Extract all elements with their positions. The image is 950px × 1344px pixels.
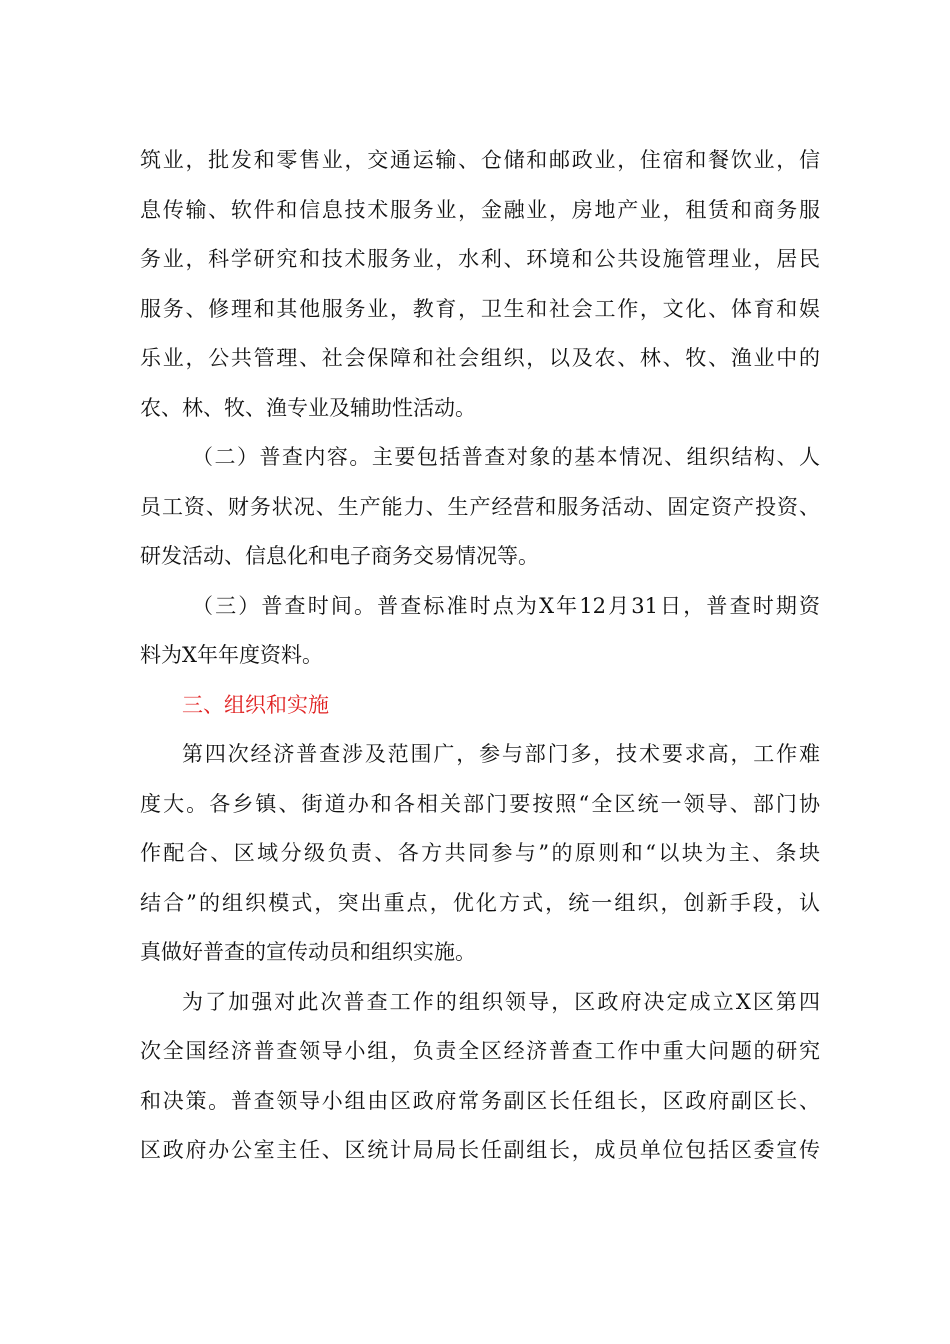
- document-page: [140, 136, 820, 1176]
- body-line: 务业，科学研究和技术服务业，水利、环境和公共设施管理业，居民: [140, 247, 820, 271]
- body-line: 研发活动、信息化和电子商务交易情况等。: [140, 544, 539, 568]
- section-3-time-line: （三）普查时间。普查标准时点为X年12月31日，普查时期资: [192, 593, 820, 618]
- body-line: 筑业，批发和零售业，交通运输、仓储和邮政业，住宿和餐饮业，信: [140, 148, 820, 172]
- paragraph-first-line: 第四次经济普查涉及范围广，参与部门多，技术要求高，工作难: [182, 742, 820, 766]
- body-line: 结合”的组织模式，突出重点，优化方式，统一组织，创新手段，认: [140, 890, 820, 915]
- body-line: 农、林、牧、渔专业及辅助性活动。: [140, 395, 476, 420]
- body-line: 服务、修理和其他服务业，教育，卫生和社会工作，文化、体育和娱: [140, 296, 820, 321]
- body-line: 作配合、区域分级负责、各方共同参与”的原则和“以块为主、条块: [140, 841, 820, 865]
- body-line: 和决策。普查领导小组由区政府常务副区长任组长，区政府副区长、: [140, 1088, 820, 1113]
- body-line: 真做好普查的宣传动员和组织实施。: [140, 940, 476, 964]
- body-line: 度大。各乡镇、街道办和各相关部门要按照“全区统一领导、部门协: [140, 791, 820, 816]
- body-line: 员工资、财务状况、生产能力、生产经营和服务活动、固定资产投资、: [140, 494, 820, 519]
- paragraph-first-line: 为了加强对此次普查工作的组织领导，区政府决定成立X区第四: [182, 989, 820, 1014]
- section-heading: 三、组织和实施: [182, 692, 329, 717]
- body-line: 息传输、软件和信息技术服务业，金融业，房地产业，租赁和商务服: [140, 197, 820, 222]
- body-line: 乐业，公共管理、社会保障和社会组织，以及农、林、牧、渔业中的: [140, 346, 820, 370]
- body-line: 料为X年年度资料。: [140, 643, 323, 667]
- section-2-content-line: （二）普查内容。主要包括普查对象的基本情况、组织结构、人: [192, 445, 820, 469]
- body-line: 区政府办公室主任、区统计局局长任副组长，成员单位包括区委宣传: [140, 1138, 820, 1162]
- body-line: 次全国经济普查领导小组，负责全区经济普查工作中重大问题的研究: [140, 1039, 820, 1063]
